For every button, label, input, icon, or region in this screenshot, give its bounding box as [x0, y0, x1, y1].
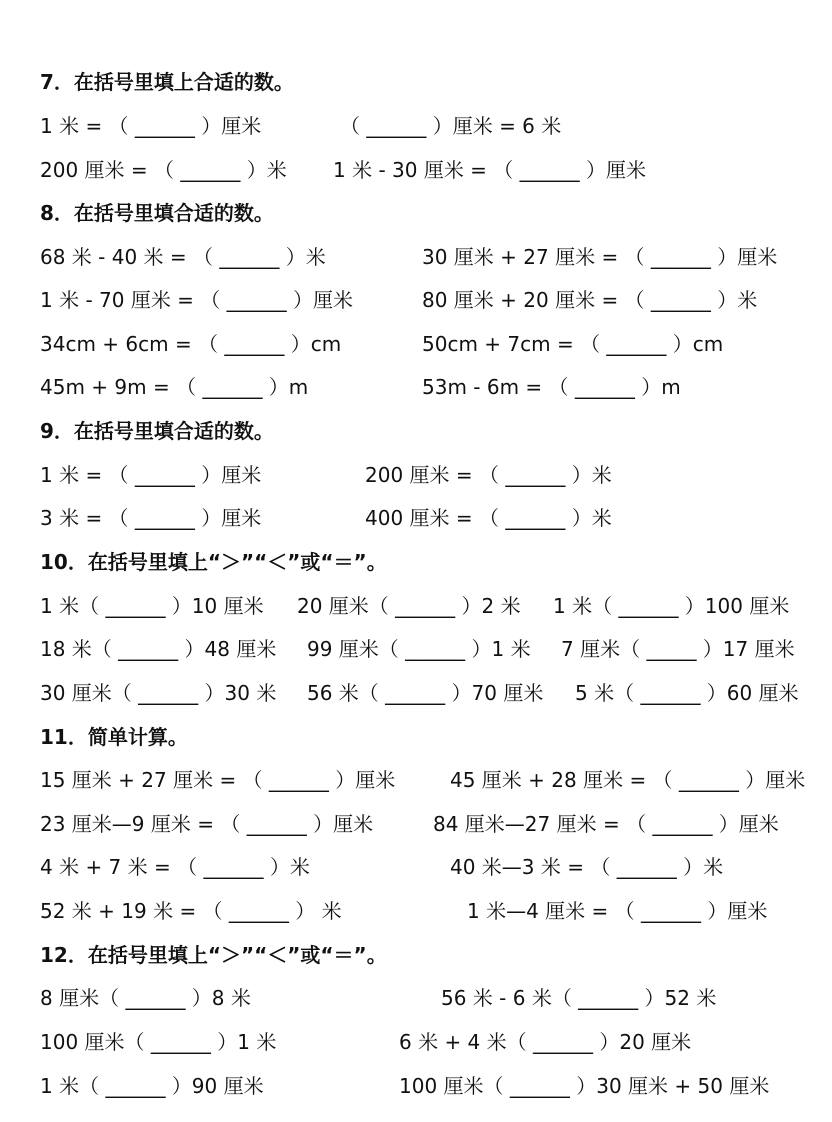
section-7-title: 7．在括号里填上合适的数。 [40, 70, 294, 94]
problem: 56 米 - 6 米（ ______ ）52 米 [441, 986, 717, 1010]
problem: 1 米（ ______ ）10 厘米 [40, 594, 264, 618]
section-12-title: 12．在括号里填上“＞”“＜”或“＝”。 [40, 943, 387, 967]
problem: 30 厘米 + 27 厘米 = （ ______ ）厘米 [422, 245, 778, 269]
problem: 1 米 = （ ______ ）厘米 [40, 114, 262, 138]
problem: 200 厘米 = （ ______ ）米 [40, 158, 287, 182]
problem: 50cm + 7cm = （ ______ ）cm [422, 332, 724, 356]
section-10-title: 10．在括号里填上“＞”“＜”或“＝”。 [40, 550, 387, 574]
problem: 45m + 9m = （ ______ ）m [40, 375, 309, 399]
problem: 1 米 - 70 厘米 = （ ______ ）厘米 [40, 288, 354, 312]
section-11-title: 11．简单计算。 [40, 725, 188, 749]
problem: 5 米（ ______ ）60 厘米 [575, 681, 799, 705]
problem: 30 厘米（ ______ ）30 米 [40, 681, 277, 705]
problem: 40 米—3 米 = （ ______ ）米 [450, 855, 724, 879]
problem: 53m - 6m = （ ______ ）m [422, 375, 681, 399]
problem: 1 米—4 厘米 = （ ______ ）厘米 [467, 899, 768, 923]
problem: 1 米（ ______ ）90 厘米 [40, 1074, 264, 1098]
problem: 34cm + 6cm = （ ______ ）cm [40, 332, 342, 356]
problem: 15 厘米 + 27 厘米 = （ ______ ）厘米 [40, 768, 396, 792]
problem: 45 厘米 + 28 厘米 = （ ______ ）厘米 [450, 768, 806, 792]
problem: 4 米 + 7 米 = （ ______ ）米 [40, 855, 310, 879]
problem: 52 米 + 19 米 = （ ______ ） 米 [40, 899, 342, 923]
problem: 100 厘米（ ______ ）30 厘米 + 50 厘米 [399, 1074, 770, 1098]
problem: 20 厘米（ ______ ）2 米 [297, 594, 521, 618]
problem: 8 厘米（ ______ ）8 米 [40, 986, 251, 1010]
section-8-title: 8．在括号里填合适的数。 [40, 201, 274, 225]
problem: 7 厘米（ _____ ）17 厘米 [561, 637, 795, 661]
problem: 1 米 - 30 厘米 = （ ______ ）厘米 [333, 158, 647, 182]
problem: 56 米（ ______ ）70 厘米 [307, 681, 544, 705]
problem: 99 厘米（ ______ ）1 米 [307, 637, 531, 661]
problem: 18 米（ ______ ）48 厘米 [40, 637, 277, 661]
problem: 1 米 = （ ______ ）厘米 [40, 463, 262, 487]
problem: 23 厘米—9 厘米 = （ ______ ）厘米 [40, 812, 374, 836]
problem: 400 厘米 = （ ______ ）米 [365, 506, 612, 530]
problem: 84 厘米—27 厘米 = （ ______ ）厘米 [433, 812, 779, 836]
problem: （ ______ ）厘米 = 6 米 [340, 114, 562, 138]
problem: 6 米 + 4 米（ ______ ）20 厘米 [399, 1030, 692, 1054]
problem: 3 米 = （ ______ ）厘米 [40, 506, 262, 530]
problem: 1 米（ ______ ）100 厘米 [553, 594, 790, 618]
problem: 80 厘米 + 20 厘米 = （ ______ ）米 [422, 288, 758, 312]
problem: 200 厘米 = （ ______ ）米 [365, 463, 612, 487]
section-9-title: 9．在括号里填合适的数。 [40, 419, 274, 443]
problem: 100 厘米（ ______ ）1 米 [40, 1030, 277, 1054]
problem: 68 米 - 40 米 = （ ______ ）米 [40, 245, 326, 269]
